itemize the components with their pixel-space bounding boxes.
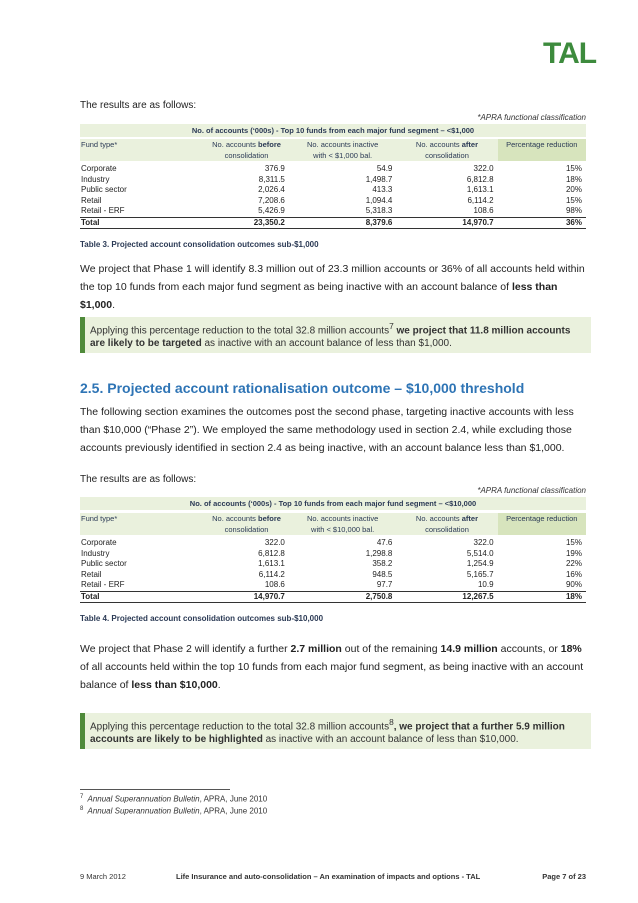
col-pct: Percentage reduction <box>498 513 586 524</box>
cell-after: 108.6 <box>473 206 494 215</box>
table-row <box>80 580 586 591</box>
table4-caption: Table 4. Projected account consolidation outcomes sub-$10,000 <box>80 614 324 623</box>
footnote-8: $^8$ Annual Superannuation Bulletin, APRA, June 2010 <box>80 806 268 816</box>
col-before-sub: consolidation <box>204 524 289 535</box>
cell-after: 322.0 <box>473 538 494 547</box>
cell-inactive: 47.6 <box>376 538 393 547</box>
cell-type: Retail <box>81 569 102 579</box>
table3-header-row <box>80 139 586 150</box>
callout-phase1: Applying this percentage reduction to the total 32.8 million accounts$^7$ we project that 11.8 million accounts are likely to be targeted as inactive with an account balance of less than $1,000. <box>80 317 591 353</box>
total-inactive: 8,379.6 <box>289 217 397 229</box>
table-row <box>80 206 586 217</box>
col-fund-type: Fund type* <box>80 139 204 150</box>
cell-after: 1,613.1 <box>466 185 494 194</box>
col-fund-type: Fund type* <box>80 513 204 524</box>
cell-after: 6,812.8 <box>466 174 494 184</box>
cell-after: 322.0 <box>473 164 494 173</box>
cell-before: 5,426.9 <box>258 206 285 215</box>
col-inactive-sub: with < $10,000 bal. <box>289 524 397 535</box>
cell-type: Public sector <box>81 559 127 568</box>
table-row <box>80 549 586 560</box>
col-before: No. accounts before <box>204 513 289 524</box>
cell-inactive: 1,498.7 <box>365 174 393 184</box>
table-row <box>80 196 586 207</box>
table-row <box>80 535 586 549</box>
apra-note-1: *APRA functional classification <box>477 113 586 122</box>
footer-date: 9 March 2012 <box>80 872 126 881</box>
footer-title: Life Insurance and auto-consolidation – An examination of impacts and options - TAL <box>176 872 481 881</box>
cell-inactive: 1,094.4 <box>365 195 393 205</box>
col-inactive: No. accounts inactive <box>289 139 397 150</box>
table3-caption: Table 3. Projected account consolidation outcomes sub-$1,000 <box>80 240 319 249</box>
total-after: 14,970.7 <box>396 217 497 229</box>
table-row <box>80 185 586 196</box>
cell-type: Retail - ERF <box>81 580 125 589</box>
table-row <box>80 559 586 570</box>
total-pct: 36% <box>498 217 586 229</box>
col-before: No. accounts before <box>204 139 289 150</box>
cell-before: 1,613.1 <box>258 559 285 568</box>
col-inactive-sub: with < $1,000 bal. <box>289 150 397 161</box>
cell-after: 5,165.7 <box>466 569 494 579</box>
cell-pct: 90% <box>565 580 582 589</box>
col-pct: Percentage reduction <box>498 139 586 150</box>
results-intro-1: The results are as follows: <box>80 100 197 111</box>
table3 <box>80 139 586 229</box>
cell-pct: 20% <box>565 185 582 194</box>
table4-header-row-2 <box>80 524 586 535</box>
cell-type: Retail <box>81 195 102 205</box>
cell-inactive: 948.5 <box>372 569 393 579</box>
cell-type: Corporate <box>81 164 117 173</box>
col-before-sub: consolidation <box>204 150 289 161</box>
table3-band: No. of accounts (‘000s) - Top 10 funds from each major fund segment – <$1,000 <box>80 124 586 137</box>
tal-logo: TAL <box>543 37 597 70</box>
footnote-separator <box>80 789 230 790</box>
section-heading-2-5: 2.5. Projected account rationalisation outcome – $10,000 threshold <box>80 380 525 396</box>
footer-page: Page 7 of 23 <box>542 872 586 881</box>
cell-type: Industry <box>81 548 110 558</box>
cell-inactive: 5,318.3 <box>365 206 393 215</box>
total-type: Total <box>80 217 204 229</box>
table-row <box>80 161 586 175</box>
cell-type: Industry <box>81 174 110 184</box>
cell-pct: 15% <box>565 538 582 547</box>
total-inactive: 2,750.8 <box>289 591 397 603</box>
cell-pct: 98% <box>565 206 582 215</box>
col-after: No. accounts after <box>396 139 497 150</box>
cell-pct: 16% <box>565 569 582 579</box>
cell-after: 10.9 <box>477 580 494 589</box>
total-before: 14,970.7 <box>204 591 289 603</box>
table4 <box>80 513 586 603</box>
cell-type: Public sector <box>81 185 127 194</box>
cell-type: Corporate <box>81 538 117 547</box>
total-before: 23,350.2 <box>204 217 289 229</box>
cell-inactive: 1,298.8 <box>365 548 393 558</box>
cell-after: 6,114.2 <box>467 195 494 205</box>
total-type: Total <box>80 591 204 603</box>
cell-pct: 18% <box>565 174 582 184</box>
phase2-paragraph: We project that Phase 2 will identify a further 2.7 million out of the remaining 14.9 million accounts, or 18% of all accounts held within the top 10 funds from each major fund segment, as being inactive with an account balance of less than $10,000. <box>80 643 584 691</box>
table-total-row <box>80 217 586 229</box>
section2-paragraph: The following section examines the outcomes post the second phase, targeting inactive accounts with less than $10,000 (“Phase 2”). We employed the same methodology used in section 2.4, while excluding those accounts previously identified in section 2.4 as being inactive, with an account balance less than $1,000. <box>80 406 574 454</box>
cell-inactive: 413.3 <box>372 185 393 194</box>
cell-before: 6,812.8 <box>258 548 285 558</box>
cell-type: Retail - ERF <box>81 206 125 215</box>
cell-pct: 19% <box>565 548 582 558</box>
cell-before: 376.9 <box>264 164 285 173</box>
total-after: 12,267.5 <box>396 591 497 603</box>
table-total-row <box>80 591 586 603</box>
cell-inactive: 97.7 <box>376 580 393 589</box>
col-after: No. accounts after <box>396 513 497 524</box>
cell-before: 108.6 <box>264 580 285 589</box>
col-inactive: No. accounts inactive <box>289 513 397 524</box>
table-row <box>80 175 586 186</box>
cell-after: 5,514.0 <box>466 548 494 558</box>
table4-header-row <box>80 513 586 524</box>
col-after-sub: consolidation <box>396 150 497 161</box>
cell-before: 8,311.5 <box>258 174 285 184</box>
cell-pct: 22% <box>565 559 582 568</box>
results-intro-2: The results are as follows: <box>80 474 197 485</box>
cell-before: 2,026.4 <box>258 185 285 194</box>
col-after-sub: consolidation <box>396 524 497 535</box>
cell-inactive: 358.2 <box>372 559 393 568</box>
cell-before: 322.0 <box>264 538 285 547</box>
cell-pct: 15% <box>565 195 582 205</box>
total-pct: 18% <box>498 591 586 603</box>
table-row <box>80 570 586 581</box>
cell-before: 7,208.6 <box>258 195 285 205</box>
table4-band: No. of accounts (‘000s) - Top 10 funds from each major fund segment – <$10,000 <box>80 497 586 510</box>
cell-before: 6,114.2 <box>258 569 285 579</box>
callout-phase2: Applying this percentage reduction to the total 32.8 million accounts$^8$, we project that a further 5.9 million accounts are likely to be highlighted as inactive with an account balance of less than $10,000. <box>80 713 591 749</box>
footnote-7: $^7$ Annual Superannuation Bulletin, APRA, June 2010 <box>80 794 268 804</box>
apra-note-2: *APRA functional classification <box>477 486 586 495</box>
cell-after: 1,254.9 <box>466 559 494 568</box>
cell-pct: 15% <box>565 164 582 173</box>
cell-inactive: 54.9 <box>376 164 393 173</box>
table3-header-row-2 <box>80 150 586 161</box>
phase1-paragraph: We project that Phase 1 will identify 8.3 million out of 23.3 million accounts or 36% of all accounts held within the top 10 funds from each major fund segment as being inactive with an account balance of less than $1,000. <box>80 263 585 311</box>
